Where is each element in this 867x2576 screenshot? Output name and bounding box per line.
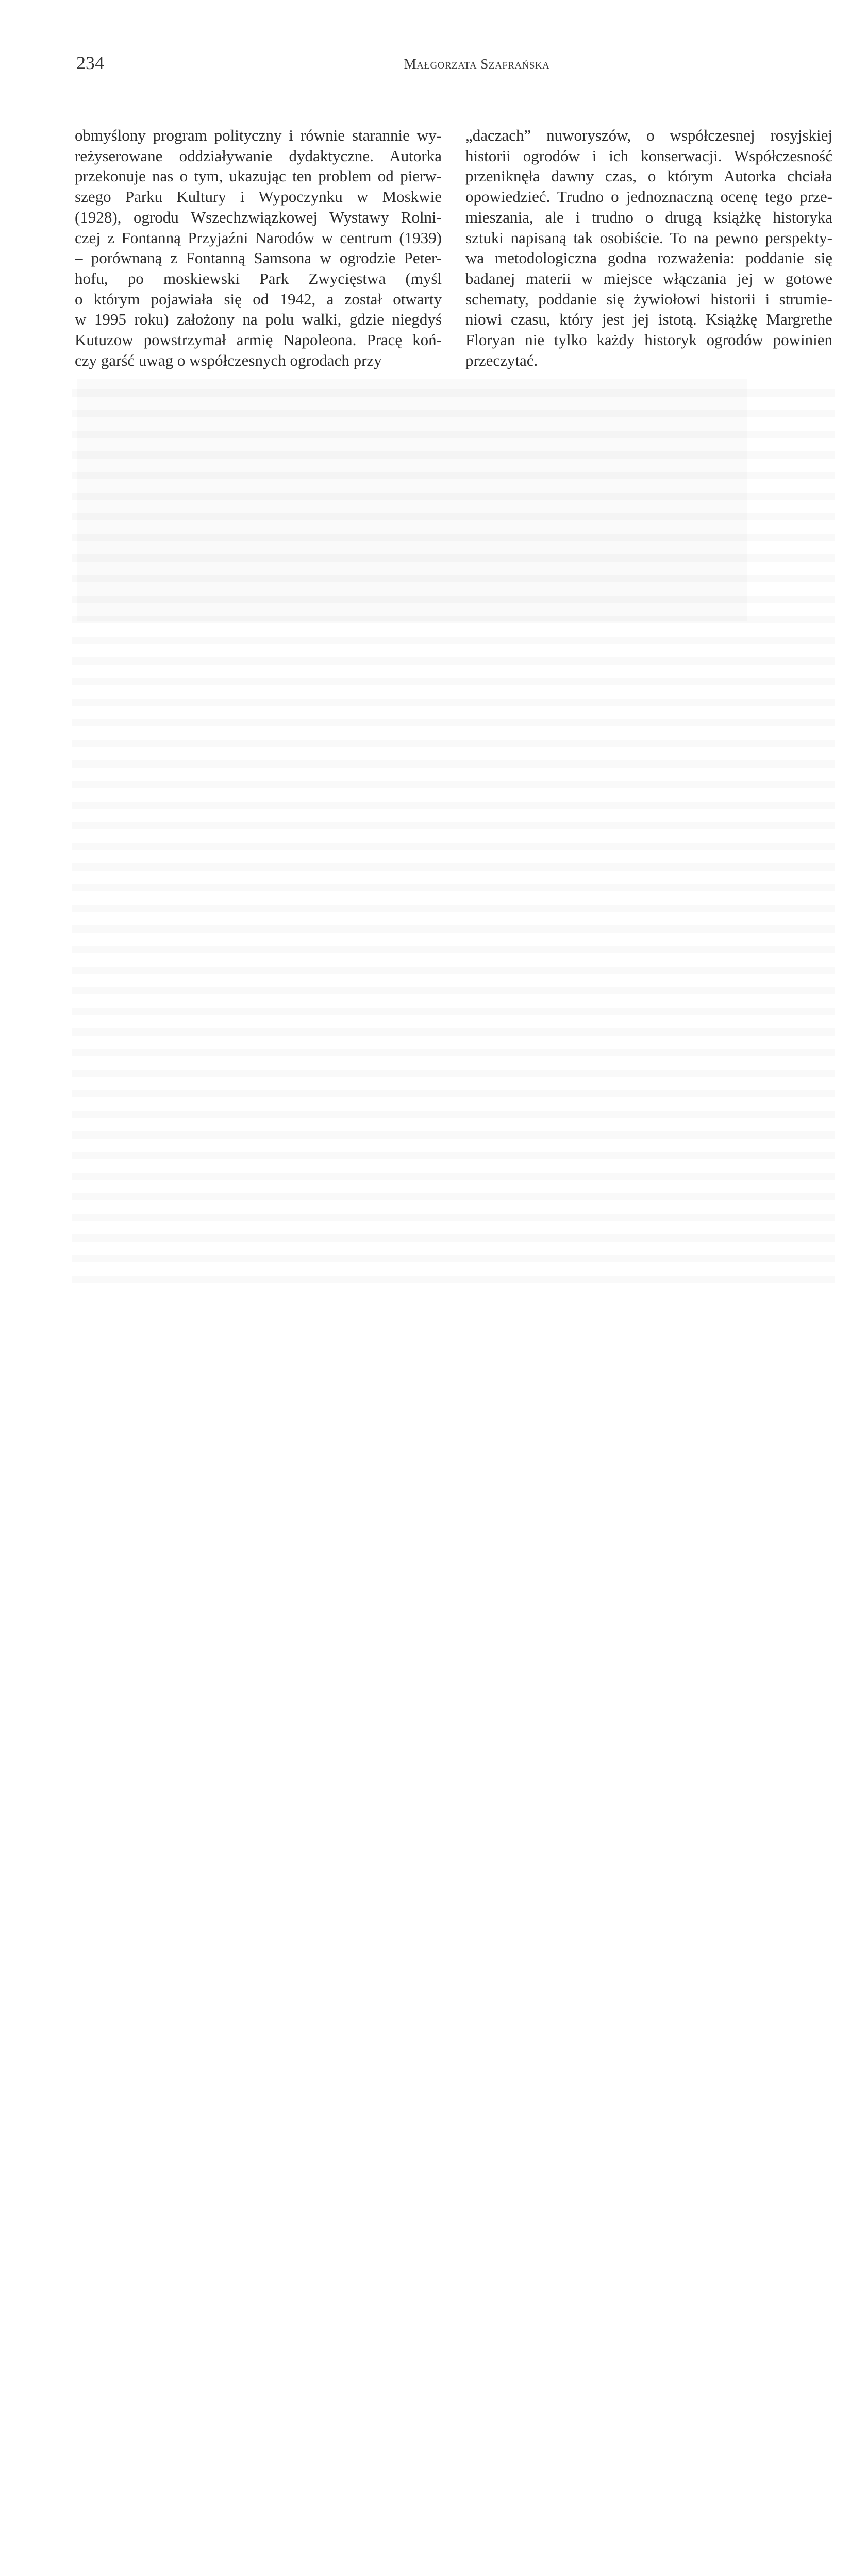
text-line: czy garść uwag o współczesnych ogrodach przy: [75, 351, 382, 369]
text-line: wa metodologiczna godna rozważenia: poddanie się: [465, 249, 832, 267]
text-line: w 1995 roku) założony na polu walki, gdzie niegdyś: [75, 310, 442, 329]
text-line: niowi czasu, który jest jej istotą. Książkę Margrethe: [465, 310, 832, 329]
text-line: schematy, poddanie się żywiołowi historii i strumie-: [465, 290, 832, 308]
text-line: przeniknęła dawny czas, o którym Autorka chciała: [465, 167, 832, 185]
text-line: „daczach” nuworyszów, o współczesnej rosyjskiej: [465, 126, 832, 144]
text-line: sztuki napisaną tak osobiście. To na pewno perspekty-: [465, 228, 832, 247]
text-column-right: [465, 125, 832, 370]
text-line: historii ogrodów i ich konserwacji. Współczesność: [465, 146, 832, 165]
text-line: szego Parku Kultury i Wypoczynku w Moskwie: [75, 188, 442, 206]
text-line: Kutuzow powstrzymał armię Napoleona. Pracę koń-: [75, 331, 442, 349]
footer: [0, 1319, 867, 1382]
text-line: przeczytać.: [465, 351, 538, 369]
text-line: o którym pojawiała się od 1942, a został otwarty: [75, 290, 442, 308]
text-line: opowiedzieć. Trudno o jednoznaczną ocenę tego prze-: [465, 188, 832, 206]
text-line: badanej materii w miejsce włączania jej w gotowe: [465, 269, 832, 287]
running-head: Małgorzata Szafrańska: [404, 56, 550, 72]
text-line: (1928), ogrodu Wszechzwiązkowej Wystawy Rolni-: [75, 208, 442, 226]
text-line: czej z Fontanną Przyjaźni Narodów w centrum (1939): [75, 228, 442, 247]
text-line: – porównaną z Fontanną Samsona w ogrodzie Peter-: [75, 249, 442, 267]
show-through-lines: [72, 376, 835, 1283]
page-header: [0, 0, 867, 103]
text-line: obmyślony program polityczny i równie starannie wy-: [75, 126, 442, 144]
page-number: 234: [76, 53, 104, 73]
text-line: Floryan nie tylko każdy historyk ogrodów powinien: [465, 331, 832, 349]
text-line: mieszania, ale i trudno o drugą książkę historyka: [465, 208, 832, 226]
text-column-left: [75, 125, 442, 370]
text-line: hofu, po moskiewski Park Zwycięstwa (myśl: [75, 269, 442, 287]
text-line: przekonuje nas o tym, ukazując ten problem od pierw-: [75, 167, 442, 185]
text-line: reżyserowane oddziaływanie dydaktyczne. Autorka: [75, 146, 442, 165]
